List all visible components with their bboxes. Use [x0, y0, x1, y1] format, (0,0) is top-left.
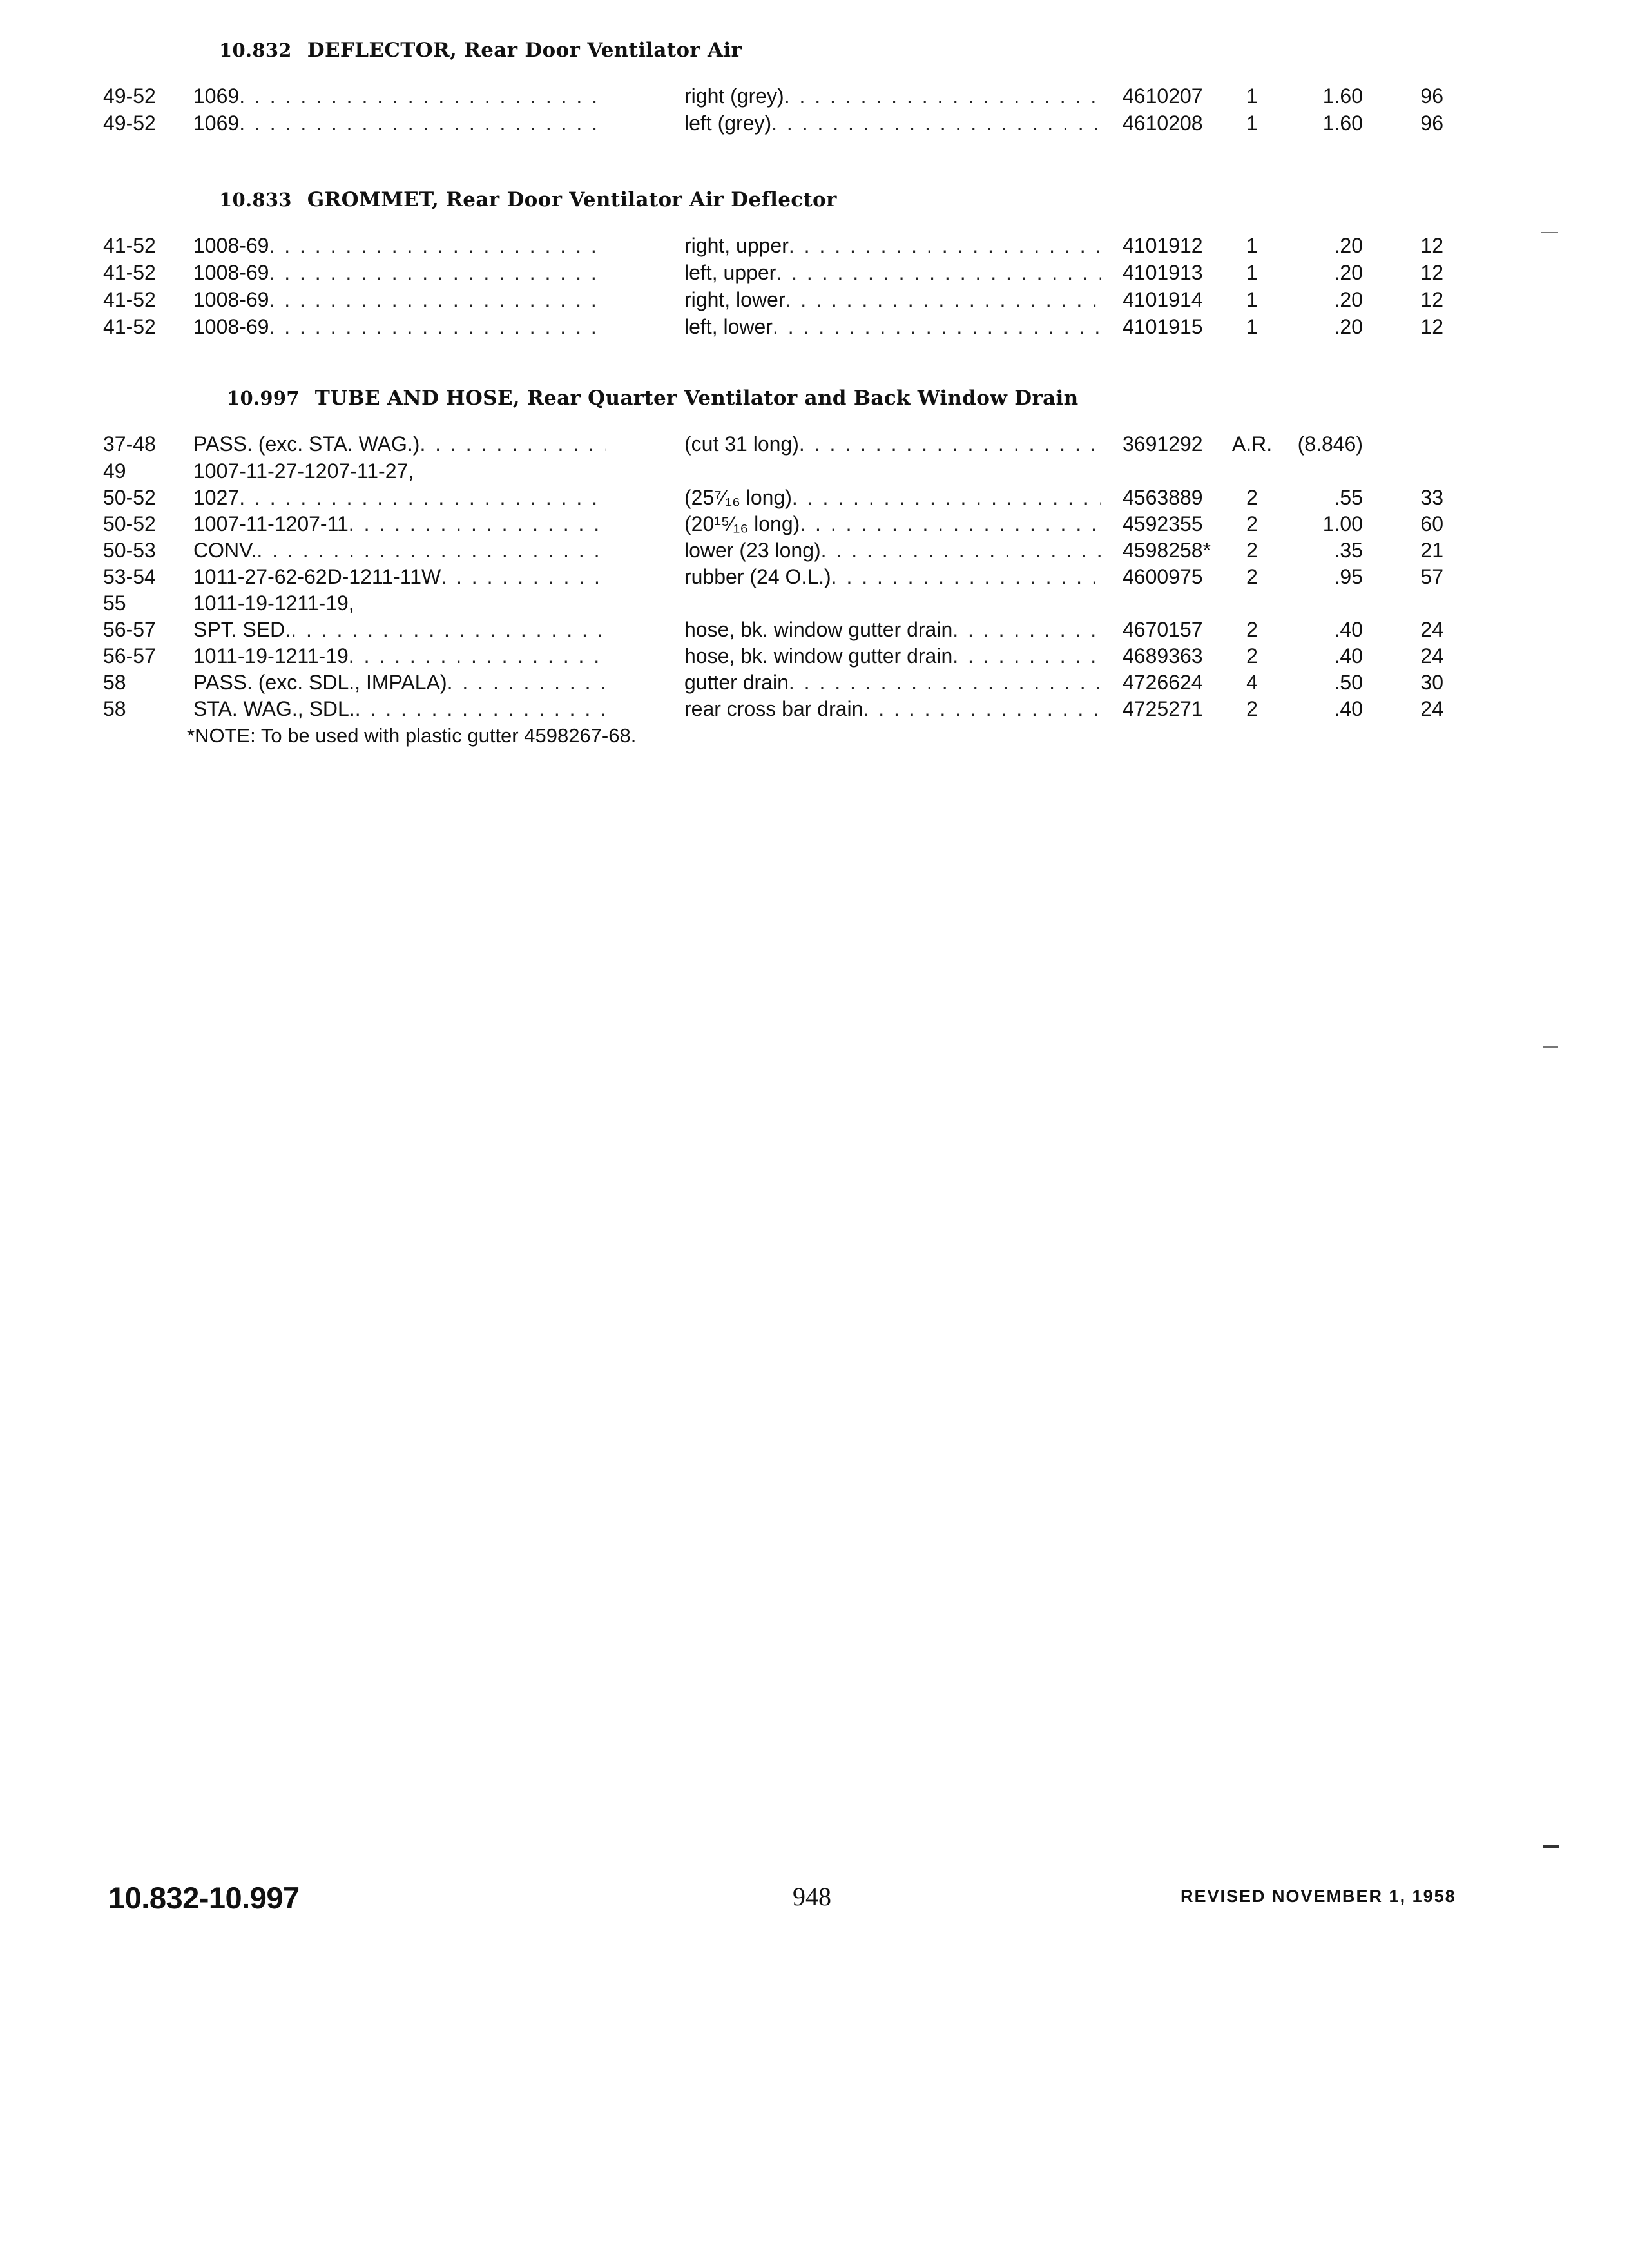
package-cell: 96: [1420, 84, 1443, 108]
model-cell: STA. WAG., SDL. . . .: [193, 695, 606, 722]
description-cell: right, upper . . .: [684, 232, 1101, 259]
package-cell: 12: [1420, 315, 1443, 338]
table-row: [0, 232, 1629, 259]
section-title: GROMMET, Rear Door Ventilator Air Deflector: [307, 188, 837, 211]
model-cell: 1008-69 . . .: [193, 259, 606, 286]
package-cell: 24: [1420, 618, 1443, 641]
years-cell: 37-48: [103, 432, 156, 456]
price-cell: .20: [1334, 315, 1363, 338]
quantity-cell: 4: [1246, 671, 1258, 694]
years-cell: 58: [103, 671, 126, 694]
model-cell: 1008-69 . . .: [193, 313, 606, 340]
description-cell: (cut 31 long) . . .: [684, 430, 1101, 457]
price-cell: 1.60: [1322, 111, 1363, 135]
price-cell: 1.60: [1322, 84, 1363, 108]
quantity-cell: 2: [1246, 618, 1258, 641]
table-row: [0, 259, 1629, 286]
years-cell: 49-52: [103, 84, 156, 108]
table-row: [0, 286, 1629, 313]
model-cell: 1069 . . .: [193, 110, 606, 137]
part-number-cell: 4610207: [1123, 84, 1203, 108]
description-cell: lower (23 long) . . .: [684, 537, 1101, 564]
scan-mark: [1543, 1845, 1559, 1848]
description-cell: right, lower . . .: [684, 286, 1101, 313]
table-row: [0, 110, 1629, 137]
quantity-cell: 1: [1246, 315, 1258, 338]
years-cell: 41-52: [103, 288, 156, 311]
part-number-cell: 4592355: [1123, 512, 1203, 535]
part-number-cell: 4563889: [1123, 486, 1203, 509]
part-number-cell: 4101913: [1123, 261, 1203, 284]
description-cell: left (grey) . . .: [684, 110, 1101, 137]
part-number-cell: 4598258*: [1123, 539, 1211, 562]
price-cell: .95: [1334, 565, 1363, 588]
scan-mark: [1541, 232, 1558, 233]
years-cell: 41-52: [103, 234, 156, 257]
model-cell: 1011-19-1211-19 . . .: [193, 642, 606, 669]
model-cell: 1011-27-62-62D-1211-11W . . .: [193, 563, 606, 590]
years-cell: 41-52: [103, 261, 156, 284]
table-row: [0, 616, 1629, 643]
price-cell: .35: [1334, 539, 1363, 562]
table-row: [0, 563, 1629, 590]
price-cell: .50: [1334, 671, 1363, 694]
quantity-cell: 2: [1246, 486, 1258, 509]
table-row: [0, 430, 1629, 457]
quantity-cell: 1: [1246, 111, 1258, 135]
model-cell: 1008-69 . . .: [193, 286, 606, 313]
price-cell: .55: [1334, 486, 1363, 509]
model-cell: PASS. (exc. STA. WAG.) . . .: [193, 430, 606, 457]
quantity-cell: 2: [1246, 697, 1258, 720]
part-number-cell: 4725271: [1123, 697, 1203, 720]
years-cell: 49: [103, 459, 126, 483]
model-cell: 1027 . . .: [193, 484, 606, 511]
description-cell: right (grey) . . .: [684, 82, 1101, 110]
description-cell: rubber (24 O.L.) . . .: [684, 563, 1101, 590]
model-cell: PASS. (exc. SDL., IMPALA) . . .: [193, 669, 606, 696]
years-cell: 56-57: [103, 644, 156, 668]
part-number-cell: 4600975: [1123, 565, 1203, 588]
model-cell: 1008-69 . . .: [193, 232, 606, 259]
description-cell: (20¹⁵⁄₁₆ long) . . .: [684, 510, 1101, 537]
years-cell: 50-52: [103, 512, 156, 535]
quantity-cell: 1: [1246, 234, 1258, 257]
package-cell: 96: [1420, 111, 1443, 135]
quantity-cell: A.R.: [1231, 432, 1273, 456]
price-cell: .20: [1334, 261, 1363, 284]
package-cell: 24: [1420, 644, 1443, 668]
part-number-cell: 4101914: [1123, 288, 1203, 311]
package-cell: 12: [1420, 288, 1443, 311]
years-cell: 41-52: [103, 315, 156, 338]
package-cell: 12: [1420, 261, 1443, 284]
table-row: [0, 510, 1629, 537]
page-number: 948: [793, 1882, 831, 1911]
description-cell: rear cross bar drain . . .: [684, 695, 1101, 722]
price-cell: .20: [1334, 288, 1363, 311]
description-cell: hose, bk. window gutter drain . . .: [684, 642, 1101, 669]
table-row: [0, 642, 1629, 669]
years-cell: 55: [103, 591, 126, 615]
part-number-cell: 4610208: [1123, 111, 1203, 135]
table-row: [0, 669, 1629, 696]
part-number-cell: 4726624: [1123, 671, 1203, 694]
model-cell: SPT. SED. . . .: [193, 616, 606, 643]
section-heading: [219, 39, 742, 62]
quantity-cell: 1: [1246, 288, 1258, 311]
part-number-cell: 4689363: [1123, 644, 1203, 668]
description-cell: left, lower . . .: [684, 313, 1101, 340]
section-number: 10.832: [219, 39, 292, 61]
footnote: *NOTE: To be used with plastic gutter 4598267-68.: [187, 724, 637, 747]
description-cell: left, upper . . .: [684, 259, 1101, 286]
part-number-cell: 4670157: [1123, 618, 1203, 641]
section-title: TUBE AND HOSE, Rear Quarter Ventilator and Back Window Drain: [314, 387, 1079, 410]
revision-date: REVISED NOVEMBER 1, 1958: [1181, 1887, 1456, 1906]
package-cell: 24: [1420, 697, 1443, 720]
description-cell: (25⁷⁄₁₆ long) . . .: [684, 484, 1101, 511]
price-cell: .20: [1334, 234, 1363, 257]
years-cell: 58: [103, 697, 126, 720]
section-title: DEFLECTOR, Rear Door Ventilator Air: [307, 39, 742, 62]
quantity-cell: 1: [1246, 261, 1258, 284]
package-cell: 21: [1420, 539, 1443, 562]
table-row: [0, 590, 1629, 617]
table-row: [0, 537, 1629, 564]
price-cell: (8.846): [1297, 432, 1363, 456]
table-row: [0, 695, 1629, 722]
price-cell: .40: [1334, 644, 1363, 668]
quantity-cell: 2: [1246, 539, 1258, 562]
section-number: 10.997: [227, 387, 300, 409]
quantity-cell: 1: [1246, 84, 1258, 108]
section-number: 10.833: [219, 189, 292, 211]
section-heading: [219, 188, 837, 211]
section-range-label: 10.832-10.997: [108, 1881, 300, 1915]
package-cell: 30: [1420, 671, 1443, 694]
model-cell: 1011-19-1211-19,: [193, 591, 354, 615]
scan-mark: [1543, 1046, 1558, 1048]
package-cell: 33: [1420, 486, 1443, 509]
model-cell: CONV. . . .: [193, 537, 606, 564]
model-cell: 1007-11-27-1207-11-27,: [193, 459, 414, 483]
part-number-cell: 4101912: [1123, 234, 1203, 257]
table-row: [0, 457, 1629, 485]
price-cell: 1.00: [1322, 512, 1363, 535]
description-cell: gutter drain . . .: [684, 669, 1101, 696]
table-row: [0, 82, 1629, 110]
package-cell: 57: [1420, 565, 1443, 588]
price-cell: .40: [1334, 618, 1363, 641]
years-cell: 53-54: [103, 565, 156, 588]
package-cell: 12: [1420, 234, 1443, 257]
quantity-cell: 2: [1246, 565, 1258, 588]
table-row: [0, 313, 1629, 340]
quantity-cell: 2: [1246, 512, 1258, 535]
years-cell: 50-52: [103, 486, 156, 509]
table-row: [0, 484, 1629, 511]
section-heading: [227, 387, 1078, 410]
part-number-cell: 3691292: [1123, 432, 1203, 456]
part-number-cell: 4101915: [1123, 315, 1203, 338]
years-cell: 56-57: [103, 618, 156, 641]
years-cell: 49-52: [103, 111, 156, 135]
description-cell: hose, bk. window gutter drain . . .: [684, 616, 1101, 643]
price-cell: .40: [1334, 697, 1363, 720]
quantity-cell: 2: [1246, 644, 1258, 668]
package-cell: 60: [1420, 512, 1443, 535]
years-cell: 50-53: [103, 539, 156, 562]
model-cell: 1007-11-1207-11 . . .: [193, 510, 606, 537]
model-cell: 1069 . . .: [193, 82, 606, 110]
